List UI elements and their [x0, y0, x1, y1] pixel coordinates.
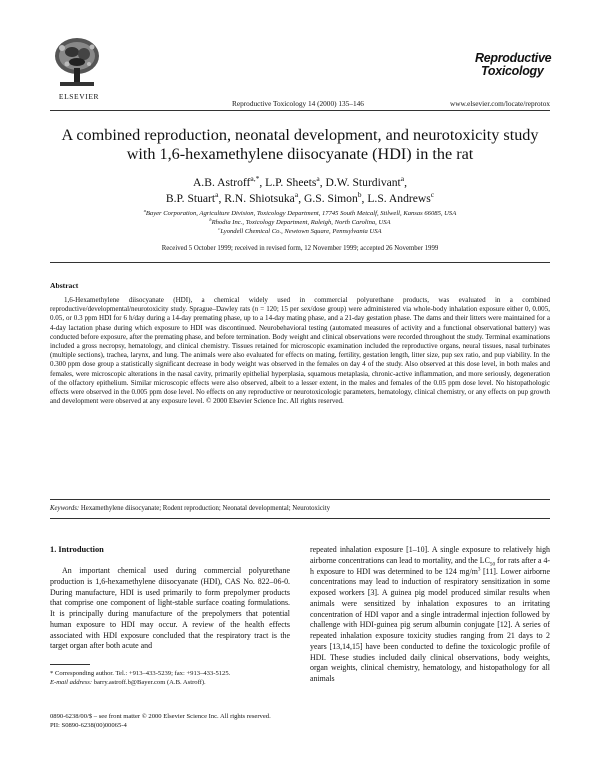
keywords [50, 505, 330, 512]
author: L.S. Andrews$^c$ [367, 190, 435, 205]
keywords-top-rule [50, 499, 550, 500]
journal-logo-line2: Toxicology [481, 64, 544, 78]
copyright-footer [50, 712, 271, 730]
header-rule [50, 110, 550, 111]
author: G.S. Simon$^b$ [303, 190, 362, 205]
authors-line-2: B.P. Stuart$^a$, R.N. Shiotsuka$^a$, G.S. Simon$^b$, L.S. Andrews$^c$ [165, 190, 435, 205]
keywords-bottom-rule [50, 518, 550, 519]
received-dates: Received 5 October 1999; received in revised form, 12 November 1999; accepted 26 November 1999 [161, 245, 439, 252]
email-address[interactable]: barry.astroff.b@Bayer.com (A.B. Astroff). [92, 679, 206, 686]
journal-logo [475, 52, 555, 92]
author: D.W. Sturdivant$^a$ [325, 174, 405, 189]
keywords-label: Keywords: [50, 505, 80, 512]
journal-reference: Reproductive Toxicology 14 (2000) 135–146 [232, 99, 364, 108]
article-title: A combined reproduction, neonatal development, and neurotoxicity study with 1,6-hexamethylene diisocyanate (HDI) in the rat [61, 126, 539, 163]
front-matter-line: 0890-6238/00/$ – see front matter © 2000 Elsevier Science Inc. All rights reserved. [50, 713, 271, 720]
corresponding-author: * Corresponding author. Tel.: +913–433-5239; fax: +913–433-5125. [50, 670, 231, 677]
authors-line-1: A.B. Astroff$^{a,*}$, L.P. Sheets$^a$, D.W. Sturdivant$^a$, [192, 174, 408, 189]
pii-line: PII: S0890-6238(00)00065-4 [50, 722, 127, 729]
author: A.B. Astroff$^{a,*}$ [192, 174, 260, 189]
abstract-heading: Abstract [50, 281, 79, 290]
journal-url-link[interactable]: www.elsevier.com/locate/reprotox [449, 99, 550, 108]
author: R.N. Shiotsuka$^a$ [224, 190, 299, 205]
intro-right-column: repeated inhalation exposure [1–10]. A single exposure to relatively high airborne concentrations can lead to mortality, and the $LC_{50}$ for rats after a 4-h exposure to HDI was determined to be 124 $mg/m^3$ [11]. Lower airborne concentrations may lead to induction of respiratory sensitization in some exposed workers [3]. A guinea pig model produced similar results when animals were sensitized by inhalation exposures to an irritating concentration of HDI vapor and a single intradermal injection followed by challenge with HDI-guinea pig serum albumin conjugate [12]. A series of repeated inhalation exposure toxicity studies ranging from 21 days to 2 years [13,14,15] have been conducted to define the toxicologic profile of HDI. These studies included daily clinical observations, body weights, organ weights, clinical chemistry, hematology, and histopathology for all animals [310, 545, 551, 683]
elsevier-tree-logo [52, 34, 102, 92]
intro-left-column: An important chemical used during commercial polyurethane production is 1,6-hexamethylene diisocyanate (HDI), CAS No. 822–06-0. During manufacture, HDI is used primarily to form prepolymer products that comprise one component of light-stable surface coating formulations. It is principally during manufacture of the prepolymers that potential human exposure to HDI may occur. A review of the health effects associated with HDI exposure concluded that the respiratory tract is the target organ after both acute and [50, 566, 290, 651]
author: B.P. Stuart$^a$ [165, 190, 219, 205]
affiliation-a: $^a$Bayer Corporation, Agriculture Division, Toxicology Department, 17745 South Metcalf, Stilwell, Kansas 66085, USA [143, 207, 457, 217]
affiliation-b: $^b$Rhodia Inc., Toxicology Department, Raleigh, North Carolina, USA [209, 216, 391, 226]
abstract-text: 1,6-Hexamethylene diisocyanate (HDI), a chemical widely used in commercial polyurethane products, was evaluated in a combined reproductive/developmental/neurotoxicity study. Sprague–Dawley rats (n = 120; 15 per sex/dose group) were administered via whole-body inhalation exposure either 0, 0.005, 0.05, or 0.3 ppm HDI for 6 h/day during a 14-day premating phase, up to a 14-day mating phase, and a 21-day gestation phase. The dams and their litters were maintained for a 4-day lactation phase during which exposure to HDI was discontinued. Neurobehavioral testing (automated measures of activity and a functional observational battery) was conducted before exposure, after the premating phase, and before termination. Body weight and clinical observations were recorded throughout the study. Terminal examinations included a gross necropsy, hematology, and clinical chemistry. Tissues retained for microscopic examination included the reproductive organs, neural tissues, nasal turbinates (multiple sections), trachea, larynx, and lung. The animals were also evaluated for effects on mating, fertility, gestation length, litter size, pup sex ratio, and pup viability. In the 0.300 ppm dose group a statistically significant decrease in body weight was observed in the females on day 4 of the study. Also observed at this dose level, in both males and females, were microscopic alterations in the nasal cavity, primarily epithelial hyperplasia, squamous metaplasia, chronic-active inflammation, and more seriously, degeneration of the olfactory epithelium. Similar microscopic effects were also observed, albeit to a lesser extent, in the males and females of the 0.05 ppm dose level. No histopathologic effects were observed in the 0.005 ppm dose level. No effects on any reproductive or neurotoxicologic parameters, hematology, clinical chemistry, or any effects on pup growth and development were observed at any exposure level. © 2000 Elsevier Science Inc. All rights reserved. [50, 296, 550, 406]
footnote-rule [50, 664, 90, 665]
keywords-text: Hexamethylene diisocyanate; Rodent reproduction; Neonatal developmental; Neurotoxicity [79, 505, 331, 512]
abstract-top-rule [50, 262, 550, 263]
journal-logo-line1: Reproductive [475, 51, 552, 65]
affiliation-c: $^c$Lyondell Chemical Co., Newtown Square, Pennsylvania USA [218, 225, 382, 235]
footnote [50, 669, 300, 687]
publisher-name: ELSEVIER [58, 92, 100, 101]
author: L.P. Sheets$^a$ [265, 174, 320, 189]
email-line: E-mail address: barry.astroff.b@Bayer.com (A.B. Astroff). [50, 679, 206, 686]
section-heading-introduction: 1. Introduction [50, 545, 104, 554]
